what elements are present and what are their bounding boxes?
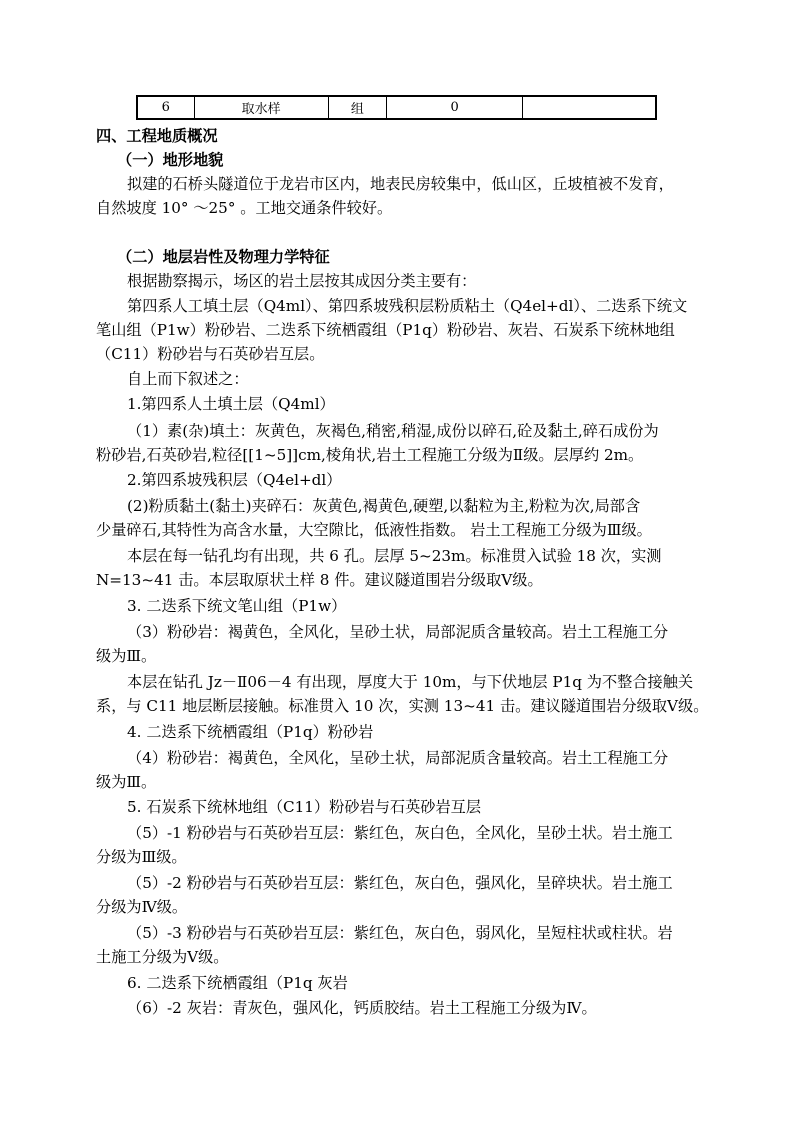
text-line: 自上而下叙述之： (127, 370, 249, 388)
text-line: 分级为Ⅳ级。 (96, 898, 188, 916)
text-line: （5）-2 粉砂岩与石英砂岩互层：紫红色，灰白色，强风化，呈碎块状。岩土施工 (127, 874, 673, 892)
table-row (137, 96, 656, 119)
text-line: （1）素(杂)填土：灰黄色，灰褐色,稍密,稍湿,成份以碎石,砼及黏土,碎石成份为 (127, 422, 659, 440)
text-line: 拟建的石桥头隧道位于龙岩市区内，地表民房较集中，低山区，丘坡植被不发育， (127, 175, 674, 193)
table-cell-index: 6 (137, 96, 194, 119)
text-line: 本层在每一钻孔均有出现，共 6 孔。层厚 5~23m。标准贯入试验 18 次，实测 (127, 547, 662, 565)
text-line: 根据勘察揭示，场区的岩土层按其成因分类主要有： (127, 272, 477, 290)
text-line: 6. 二迭系下统栖霞组（P1q 灰岩 (127, 974, 348, 992)
sample-table (136, 95, 657, 120)
text-line: N=13~41 击。本层取原状土样 8 件。建议隧道围岩分级取Ⅴ级。 (96, 571, 543, 589)
text-line: 4. 二迭系下统栖霞组（P1q）粉砂岩 (127, 723, 374, 741)
text-line: 级为Ⅲ。 (96, 773, 157, 791)
text-line: （3）粉砂岩：褐黄色，全风化，呈砂土状，局部泥质含量较高。岩土工程施工分 (127, 623, 669, 641)
text-line: 土施工分级为Ⅴ级。 (96, 948, 229, 966)
text-line: 四、工程地质概况 (96, 127, 218, 145)
table-cell-unit: 组 (328, 96, 387, 119)
text-line: （C11）粉砂岩与石英砂岩互层。 (96, 345, 325, 363)
table-cell-count: 0 (387, 96, 523, 119)
text-line: （6）-2 灰岩：青灰色，强风化，钙质胶结。岩土工程施工分级为Ⅳ。 (127, 999, 597, 1017)
text-line: （5）-3 粉砂岩与石英砂岩互层：紫红色，灰白色，弱风化，呈短柱状或柱状。岩 (127, 924, 673, 942)
text-line: 级为Ⅲ。 (96, 647, 157, 665)
text-line: 自然坡度 10° ～25° 。工地交通条件较好。 (96, 199, 393, 217)
text-line: 5. 石炭系下统林地组（C11）粉砂岩与石英砂岩互层 (127, 798, 482, 816)
table-cell-item: 取水样 (194, 96, 328, 119)
text-line: 3. 二迭系下统文笔山组（P1w） (127, 597, 347, 615)
text-line: （二）地层岩性及物理力学特征 (117, 248, 330, 266)
text-line: 粉砂岩,石英砂岩,粒径[[1~5]]cm,棱角状,岩土工程施工分级为Ⅱ级。层厚约 2m。 (96, 446, 644, 464)
text-line: 系，与 C11 地层断层接触。标准贯入 10 次，实测 13~41 击。建议隧道围岩分级取Ⅴ级。 (96, 697, 709, 715)
text-line: 第四系人工填土层（Q4ml）、第四系坡残积层粉质粘土（Q4el+dl）、二迭系下统文 (127, 297, 688, 315)
text-line: （一）地形地貌 (117, 151, 224, 169)
text-line: (2)粉质黏土(黏土)夹碎石：灰黄色,褐黄色,硬塑,以黏粒为主,粉粒为次,局部含 (127, 497, 641, 515)
text-line: 笔山组（P1w）粉砂岩、二迭系下统栖霞组（P1q）粉砂岩、灰岩、石炭系下统林地组 (96, 321, 675, 339)
text-line: 分级为Ⅲ级。 (96, 848, 187, 866)
text-line: 少量碎石,其特性为高含水量，大空隙比，低液性指数。 岩土工程施工分级为Ⅲ级。 (96, 521, 652, 539)
text-line: （4）粉砂岩：褐黄色，全风化，呈砂土状，局部泥质含量较高。岩土工程施工分 (127, 749, 669, 767)
text-line: 本层在钻孔 Jz－Ⅱ06－4 有出现，厚度大于 10m，与下伏地层 P1q 为不整合接触关 (127, 673, 694, 691)
text-line: （5）-1 粉砂岩与石英砂岩互层：紫红色，灰白色，全风化，呈砂土状。岩土施工 (127, 824, 673, 842)
table-cell-remark (523, 96, 656, 119)
text-line: 2.第四系坡残积层（Q4el+dl） (127, 471, 342, 489)
text-line: 1.第四系人土填土层（Q4ml） (127, 395, 335, 413)
